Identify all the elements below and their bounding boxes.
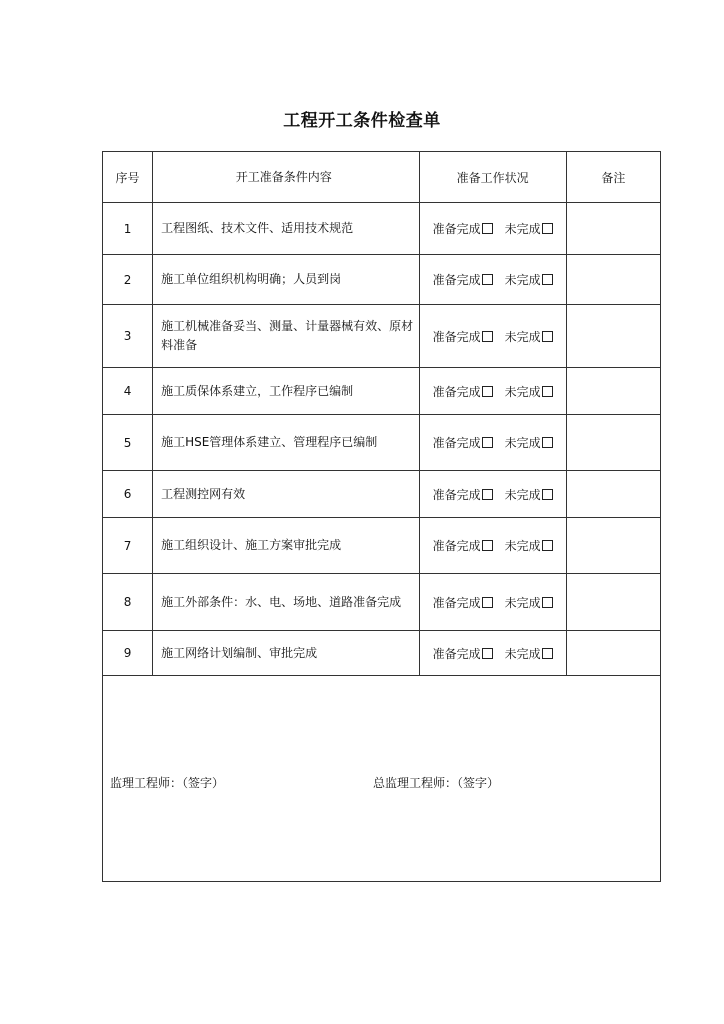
signature-row <box>103 676 661 882</box>
remark-cell[interactable] <box>566 631 660 676</box>
table-row <box>103 203 661 255</box>
checkbox-not-done[interactable] <box>542 437 553 448</box>
row-content: 工程图纸、技术文件、适用技术规范 <box>153 203 419 255</box>
status-cell <box>419 631 566 676</box>
supervisor-signature-label: 监理工程师：（签字） <box>110 776 225 790</box>
status-done-option[interactable]: 准备完成 <box>433 537 493 554</box>
row-content: 施工HSE管理体系建立、管理程序已编制 <box>153 415 419 471</box>
row-num: 1 <box>103 203 153 255</box>
row-num: 6 <box>103 471 153 518</box>
row-content: 工程测控网有效 <box>153 471 419 518</box>
table-row <box>103 305 661 368</box>
checkbox-done[interactable] <box>482 540 493 551</box>
status-cell <box>419 415 566 471</box>
remark-cell[interactable] <box>566 203 660 255</box>
signature-area[interactable] <box>103 676 661 882</box>
status-done-option[interactable]: 准备完成 <box>433 383 493 400</box>
status-done-option[interactable]: 准备完成 <box>433 271 493 288</box>
checkbox-done[interactable] <box>482 597 493 608</box>
checkbox-done[interactable] <box>482 648 493 659</box>
row-content: 施工外部条件：水、电、场地、道路准备完成 <box>153 574 419 631</box>
status-done-option[interactable]: 准备完成 <box>433 434 493 451</box>
checkbox-done[interactable] <box>482 489 493 500</box>
status-cell <box>419 305 566 368</box>
header-remark: 备注 <box>566 152 660 203</box>
header-status: 准备工作状况 <box>419 152 566 203</box>
inspection-table <box>102 151 661 882</box>
table-row <box>103 255 661 305</box>
checkbox-not-done[interactable] <box>542 648 553 659</box>
row-num: 4 <box>103 368 153 415</box>
checkbox-not-done[interactable] <box>542 274 553 285</box>
table-row <box>103 368 661 415</box>
checkbox-not-done[interactable] <box>542 489 553 500</box>
status-done-option[interactable]: 准备完成 <box>433 220 493 237</box>
status-done-option[interactable]: 准备完成 <box>433 486 493 503</box>
status-cell <box>419 518 566 574</box>
status-not-done-option[interactable]: 未完成 <box>505 328 553 345</box>
checkbox-done[interactable] <box>482 386 493 397</box>
status-not-done-option[interactable]: 未完成 <box>505 434 553 451</box>
status-done-option[interactable]: 准备完成 <box>433 328 493 345</box>
remark-cell[interactable] <box>566 305 660 368</box>
remark-cell[interactable] <box>566 255 660 305</box>
status-not-done-option[interactable]: 未完成 <box>505 645 553 662</box>
row-num: 8 <box>103 574 153 631</box>
status-cell <box>419 255 566 305</box>
header-num: 序号 <box>103 152 153 203</box>
status-cell <box>419 574 566 631</box>
table-row <box>103 574 661 631</box>
remark-cell[interactable] <box>566 471 660 518</box>
checkbox-done[interactable] <box>482 437 493 448</box>
remark-cell[interactable] <box>566 574 660 631</box>
checkbox-not-done[interactable] <box>542 597 553 608</box>
row-num: 5 <box>103 415 153 471</box>
status-done-option[interactable]: 准备完成 <box>433 594 493 611</box>
row-num: 7 <box>103 518 153 574</box>
row-content: 施工单位组织机构明确；人员到岗 <box>153 255 419 305</box>
row-num: 9 <box>103 631 153 676</box>
checkbox-done[interactable] <box>482 274 493 285</box>
remark-cell[interactable] <box>566 518 660 574</box>
row-content: 施工质保体系建立，工作程序已编制 <box>153 368 419 415</box>
status-cell <box>419 203 566 255</box>
row-num: 2 <box>103 255 153 305</box>
chief-supervisor-signature-label: 总监理工程师：（签字） <box>373 776 500 790</box>
checkbox-not-done[interactable] <box>542 386 553 397</box>
remark-cell[interactable] <box>566 415 660 471</box>
status-not-done-option[interactable]: 未完成 <box>505 594 553 611</box>
checkbox-not-done[interactable] <box>542 331 553 342</box>
status-cell <box>419 471 566 518</box>
checkbox-not-done[interactable] <box>542 223 553 234</box>
table-row <box>103 471 661 518</box>
page-title: 工程开工条件检查单 <box>283 111 441 131</box>
table-row <box>103 415 661 471</box>
checkbox-not-done[interactable] <box>542 540 553 551</box>
checkbox-done[interactable] <box>482 223 493 234</box>
status-not-done-option[interactable]: 未完成 <box>505 486 553 503</box>
status-not-done-option[interactable]: 未完成 <box>505 537 553 554</box>
header-content: 开工准备条件内容 <box>153 152 419 203</box>
row-content: 施工网络计划编制、审批完成 <box>153 631 419 676</box>
table-row <box>103 518 661 574</box>
row-content: 施工机械准备妥当、测量、计量器械有效、原材料准备 <box>153 305 419 368</box>
status-cell <box>419 368 566 415</box>
status-not-done-option[interactable]: 未完成 <box>505 383 553 400</box>
remark-cell[interactable] <box>566 368 660 415</box>
table-row <box>103 631 661 676</box>
status-not-done-option[interactable]: 未完成 <box>505 271 553 288</box>
row-num: 3 <box>103 305 153 368</box>
row-content: 施工组织设计、施工方案审批完成 <box>153 518 419 574</box>
status-done-option[interactable]: 准备完成 <box>433 645 493 662</box>
header-row <box>103 152 661 203</box>
status-not-done-option[interactable]: 未完成 <box>505 220 553 237</box>
checkbox-done[interactable] <box>482 331 493 342</box>
